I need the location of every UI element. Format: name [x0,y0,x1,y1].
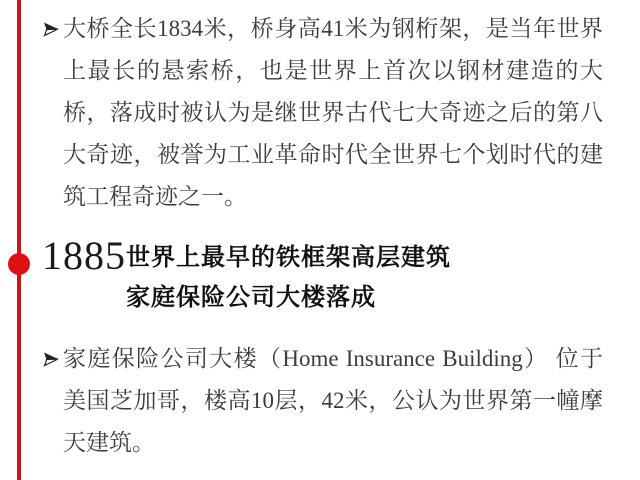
arrow-bullet-icon [43,21,63,37]
arrow-bullet-icon [43,351,63,367]
milestone-title-line1: 世界上最早的铁框架高层建筑 [126,244,451,271]
milestone-1885 [42,233,602,318]
milestone-year: 1885 [42,233,126,278]
timeline-line [17,0,21,480]
bullet-item-bridge [43,8,603,218]
bullet-bridge-text: 大桥全长1834米，桥身高41米为钢桁架，是当年世界上最长的悬索桥，也是世界上首次以钢材建造的大桥，落成时被认为是继世界古代七大奇迹之后的第八大奇迹，被誉为工业革命时代全世界七个划时代的建筑工程奇迹之一。 [63,16,603,209]
milestone-titles [126,236,451,318]
timeline-dot [8,253,30,275]
bullet-item-building [43,338,603,464]
milestone-title-line2: 家庭保险公司大楼落成 [126,284,376,311]
bullet-building-text: 家庭保险公司大楼（Home Insurance Building） 位于美国芝加哥，楼高10层，42米，公认为世界第一幢摩天建筑。 [63,346,603,455]
